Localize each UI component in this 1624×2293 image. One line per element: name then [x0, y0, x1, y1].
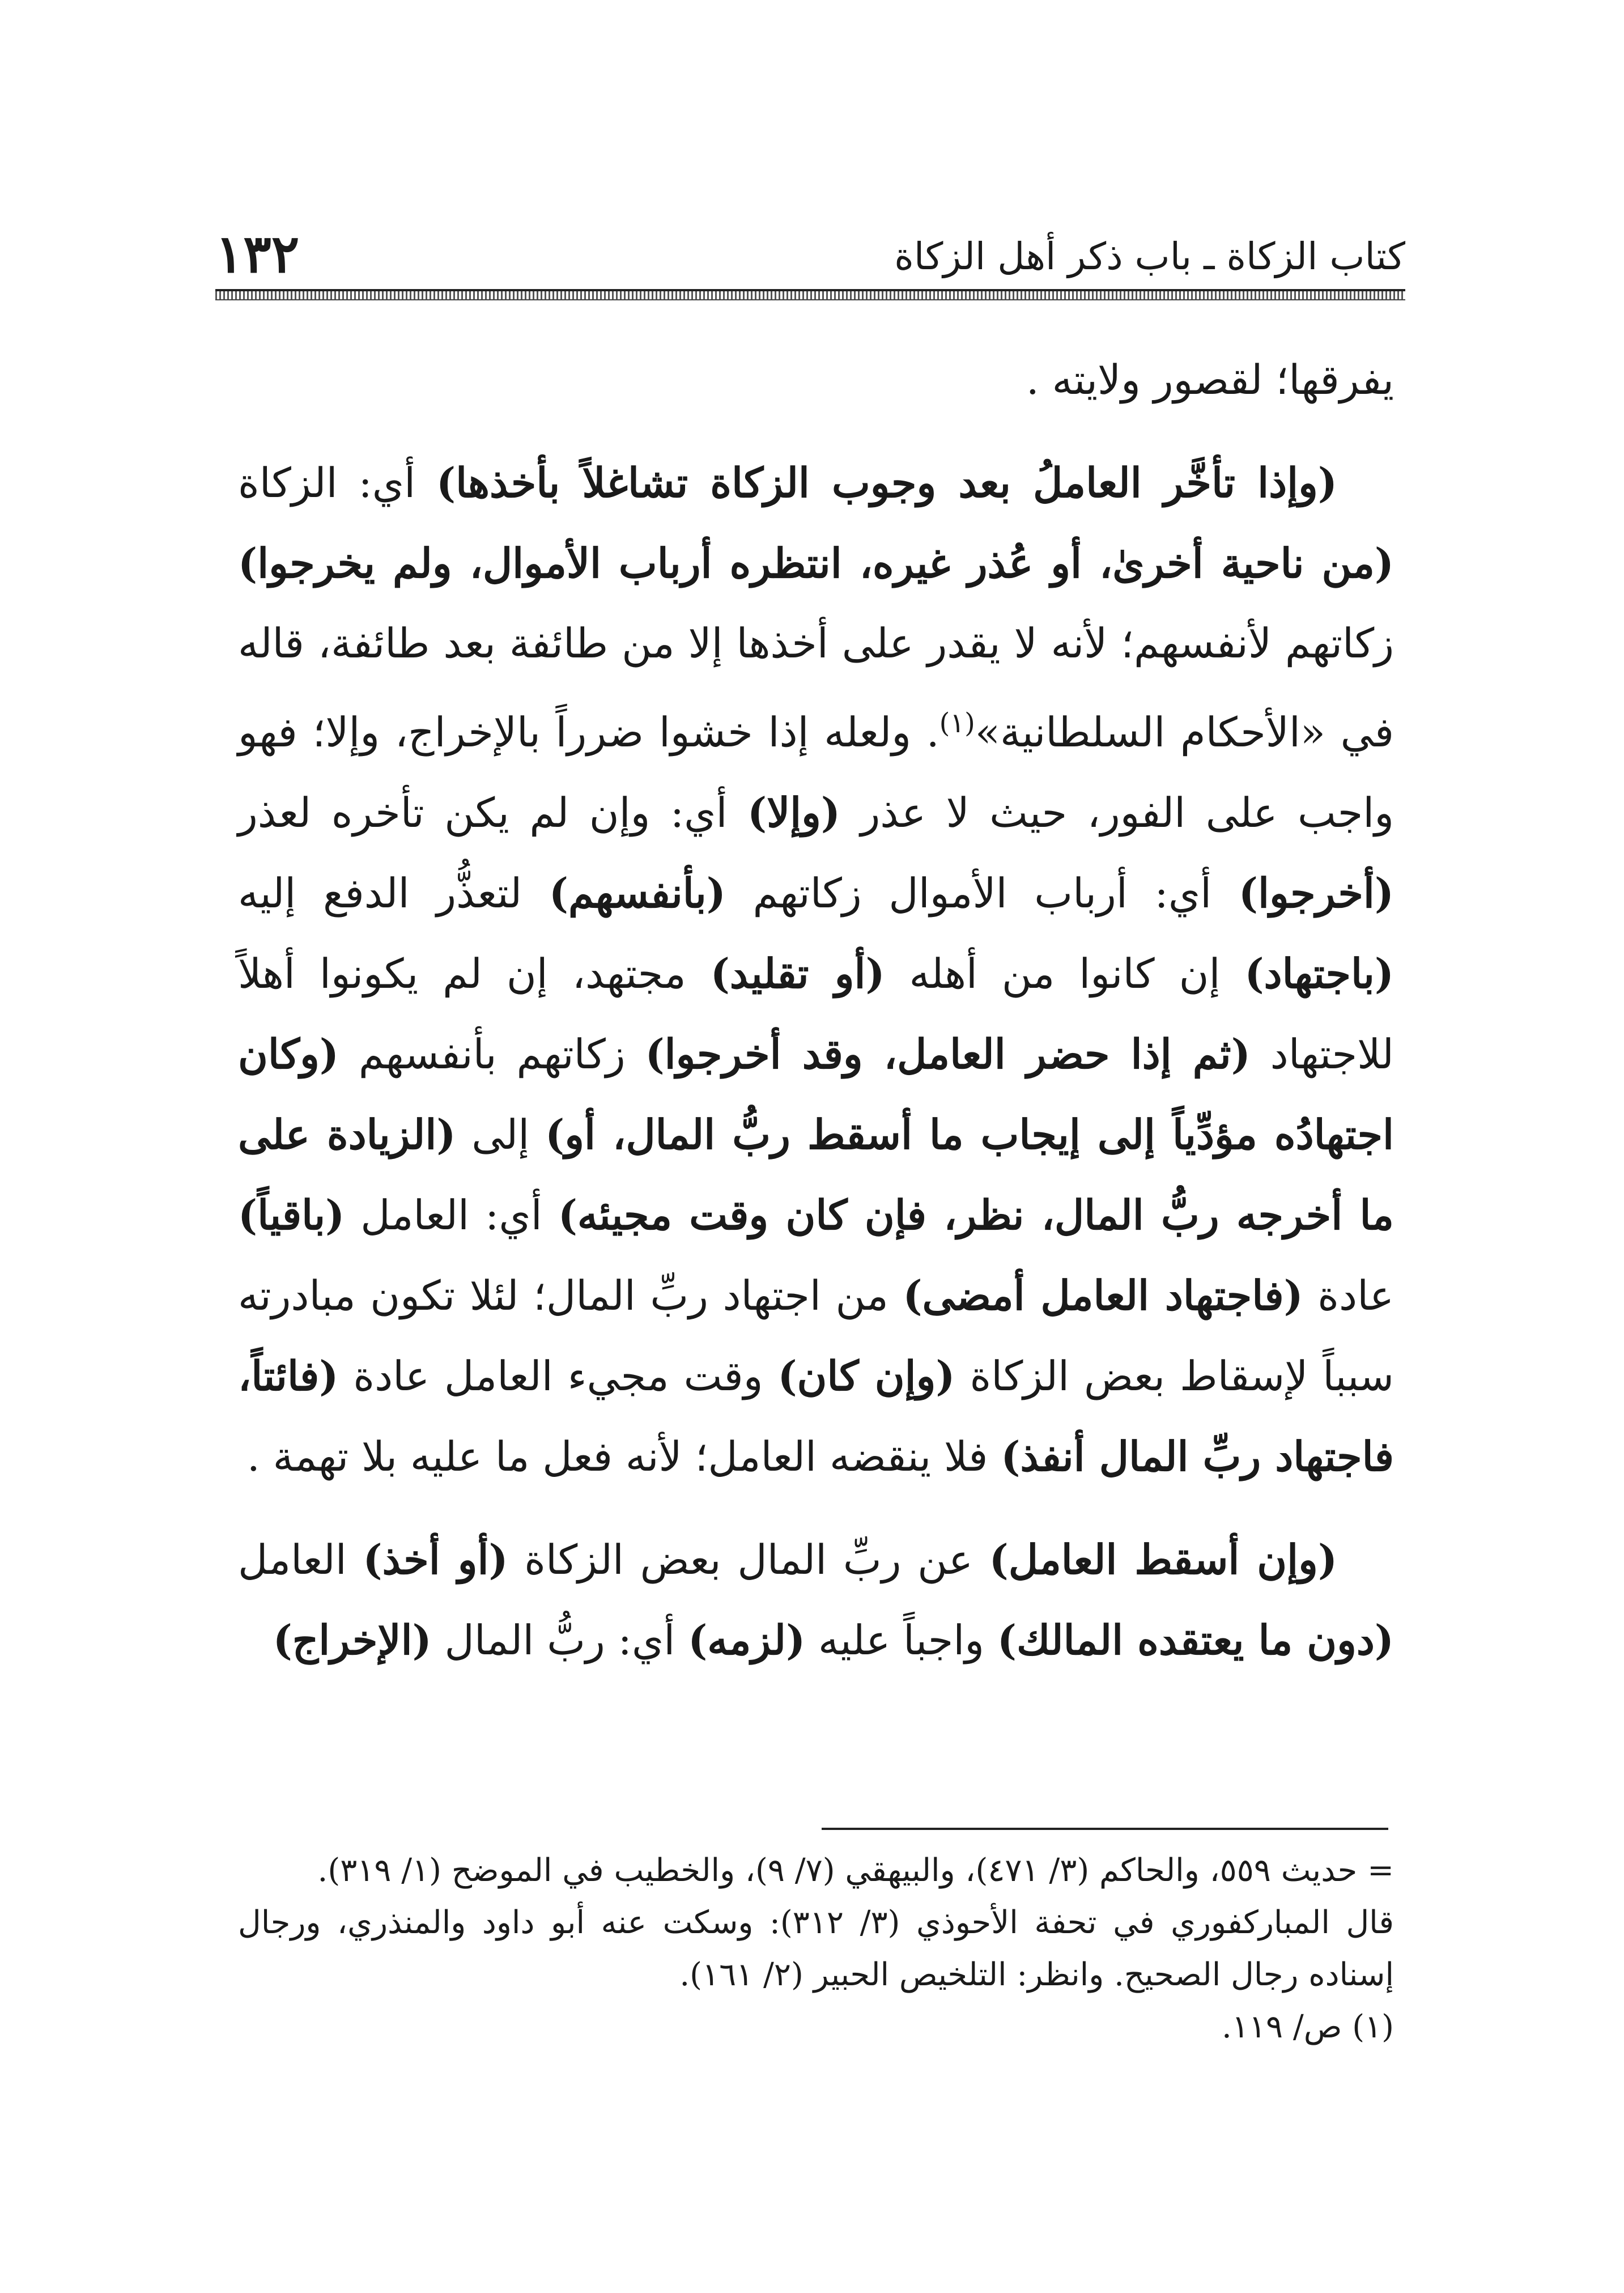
page-header [215, 204, 1405, 283]
running-title: كتاب الزكاة ـ باب ذكر أهل الزكاة [894, 235, 1405, 278]
main-text [238, 340, 1394, 1703]
matn-text: (وكان اجتهادُه مؤدِّياً إلى إيجاب ما أسقط ربُّ المال، أو) [238, 1030, 1394, 1158]
matn-text: (الزيادة على ما أخرجه ربُّ المال، نظر، فإن كان وقت مجيئه) [238, 1110, 1394, 1239]
header-divider [215, 289, 1405, 300]
commentary-text: إن كانوا من أهله [885, 950, 1245, 997]
commentary-text: أي: وإن لم يكن تأخره لعذر [238, 789, 748, 836]
matn-text: (ثم إذا حضر العامل، وقد أخرجوا) [645, 1030, 1251, 1078]
page-number: ١٣٢ [215, 223, 300, 284]
matn-text: (الإخراج) [273, 1616, 432, 1664]
commentary-text: عن ربِّ المال بعض الزكاة [508, 1536, 989, 1583]
body-paragraph [238, 1519, 1394, 1680]
matn-text: (دون ما يعتقده المالك) [997, 1616, 1394, 1664]
commentary-text: فلا ينقضه العامل؛ لأنه فعل ما عليه بلا تهمة . [246, 1433, 1001, 1480]
matn-text: (وإلا) [747, 788, 840, 836]
matn-text: (أو أخذ) [363, 1535, 508, 1583]
commentary-text: لتعذُّر الدفع إليه [238, 869, 549, 917]
commentary-text: من اجتهاد ربِّ المال؛ لئلا تكون مبادرته سبباً لإسقاط بعض الزكاة [238, 1272, 1395, 1400]
matn-text: (باقياً) [238, 1191, 345, 1239]
commentary-text: وقت مجيء العامل عادة [338, 1352, 778, 1400]
footnote: = حديث ٥٥٩، والحاكم (٣/ ٤٧١)، والبيهقي (٧/ ٩)، والخطيب في الموضح (١/ ٣١٩). [317, 1852, 1394, 1889]
commentary-text: أي: ربُّ المال [431, 1616, 688, 1664]
commentary-text: يفرقها؛ لقصور ولايته . [1026, 356, 1394, 404]
commentary-text: زكاتهم لأنفسهم؛ لأنه لا يقدر على أخذها إلا من طائفة بعد طائفة، قاله في «الأحكام السلطانية» [238, 619, 1394, 756]
matn-text: (فاجتهاد العامل أمضى) [903, 1271, 1303, 1319]
matn-text: (أخرجوا) [1238, 869, 1394, 917]
footnote: قال المباركفوري في تحفة الأحوذي (٣/ ٣١٢): وسكت عنه أبو داود والمنذري، ورجال إسناده رجال الصحيح. وانظر: التلخيص الحبير (٢/ ١٦١). [238, 1904, 1394, 1993]
footnote-divider [822, 1828, 1388, 1830]
commentary-text: . ولعله إذا خشوا ضرراً بالإخراج، وإلا؛ فهو واجب على الفور، حيث لا عذر [238, 708, 1394, 836]
footnote-reference: (١) [939, 707, 975, 739]
commentary-text: عادة [1303, 1272, 1394, 1319]
commentary-text: زكاتهم بأنفسهم [338, 1030, 645, 1078]
commentary-text: العامل [238, 1536, 363, 1583]
commentary-text: واجباً عليه [805, 1616, 997, 1664]
matn-text: (بأنفسهم) [549, 869, 726, 917]
commentary-text: أي: أرباب الأموال زكاتهم [725, 869, 1239, 917]
commentary-text: مجتهد، إن لم يكونوا أهلاً للاجتهاد [238, 950, 1394, 1078]
matn-text: (فائتاً، فاجتهاد ربِّ المال أنفذ) [238, 1352, 1394, 1480]
matn-text: (وإن أسقط العامل) [989, 1535, 1338, 1583]
commentary-text: أي: العامل [345, 1191, 558, 1239]
body-paragraph [238, 443, 1394, 1497]
matn-text: (وإن كان) [777, 1352, 955, 1400]
matn-text: (لزمه) [688, 1616, 806, 1664]
commentary-text: إلى [456, 1111, 546, 1158]
body-paragraph [238, 340, 1394, 420]
commentary-text: أي: الزكاة [238, 459, 437, 507]
footnote: (١) ص/ ١١٩. [1221, 2009, 1394, 2045]
matn-text: (وإذا تأخَّر العاملُ بعد وجوب الزكاة تشاغلاً بأخذها) [436, 458, 1337, 507]
footnotes [238, 1845, 1394, 2053]
matn-text: (من ناحية أخرىٰ، أو عُذر غيره، انتظره أرباب الأموال، ولم يخرجوا) [238, 539, 1394, 587]
matn-text: (باجتهاد) [1244, 949, 1394, 997]
matn-text: (أو تقليد) [710, 949, 885, 997]
